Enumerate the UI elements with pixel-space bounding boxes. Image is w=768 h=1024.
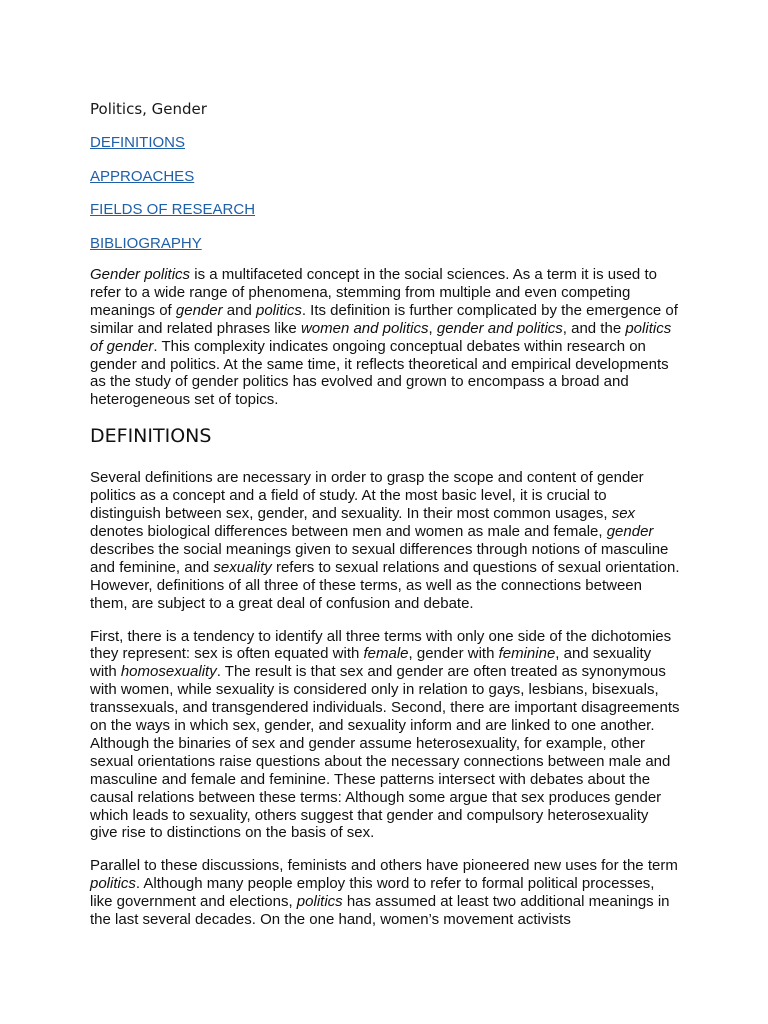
document-title: Politics, Gender: [90, 100, 207, 118]
paragraph-text: . Although many people employ this word to refer to formal political processes, like government and elections,: [90, 875, 655, 911]
section-heading-definitions: DEFINITIONS: [90, 425, 212, 448]
paragraph-text: Parallel to these discussions, feminists and others have pioneered new uses for the term: [90, 857, 678, 875]
paragraph-text: has assumed at least two additional meanings in the last several decades. On the one hand, women’s movement activists: [90, 893, 670, 929]
paragraph-text: Several definitions are necessary in order to grasp the scope and content of gender politics as a concept and a field of study. At the most basic level, it is crucial to distinguish between sex, gender, and sexuality. In their most common usages,: [90, 469, 644, 523]
intro-paragraph: [90, 266, 680, 409]
term-gender: gender: [606, 522, 654, 540]
intro-term-politics: politics: [255, 301, 302, 319]
term-homosexuality: homosexuality: [120, 663, 217, 681]
document-page: [90, 99, 680, 944]
paragraph-text: refers to sexual relations and questions of sexual orientation. However, definitions of all three of these terms, as well as the connections between them, are subject to a great deal of confusion and debate.: [90, 558, 680, 612]
intro-text: is a multifaceted concept in the social sciences. As a term it is used to refer to a wide range of phenomena, stemming from multiple and even competing meanings of: [90, 266, 657, 319]
intro-text: . Its definition is further complicated by the emergence of similar and related phrases like: [90, 301, 678, 337]
paragraph-text: denotes biological differences between men and women as male and female,: [90, 522, 607, 540]
definitions-paragraph-2: [90, 628, 680, 843]
intro-term-women-and-politics: women and politics: [300, 319, 429, 337]
term-politics: politics: [296, 893, 343, 911]
toc-link-definitions[interactable]: DEFINITIONS: [90, 134, 186, 151]
intro-text: , and the: [562, 319, 626, 337]
intro-text: ,: [428, 319, 437, 337]
intro-text: and: [222, 301, 256, 319]
paragraph-text: , gender with: [408, 645, 499, 663]
intro-term-gender-and-politics: gender and politics: [436, 319, 563, 337]
intro-term-politics-of-gender: politics of gender: [90, 319, 672, 355]
term-feminine: feminine: [498, 645, 556, 663]
definitions-paragraph-3: [90, 857, 680, 929]
paragraph-text: First, there is a tendency to identify all three terms with only one side of the dichotomies they represent: sex is often equated with: [90, 627, 672, 663]
definitions-paragraph-1: [90, 469, 680, 612]
paragraph-text: . The result is that sex and gender are often treated as synonymous with women, while sexuality is considered only in relation to gays, lesbians, bisexuals, transsexuals, and transgendered individuals. Second, there are important disagreements on the ways in which sex, gender, and sexuality inform and are linked to one another. Although the binaries of sex and gender assume heterosexuality, for example, other sexual orientations raise questions about the necessary connections between male and masculine and female and feminine. These patterns intersect with debates about the causal relations between these terms: Although some argue that sex produces gender which leads to sexuality, others suggest that gender and compulsory heterosexuality give rise to distinctions on the basis of sex.: [90, 663, 680, 842]
intro-term-gender: gender: [175, 301, 223, 319]
toc-link-approaches[interactable]: APPROACHES: [90, 167, 195, 185]
intro-term-gender-politics: Gender politics: [90, 266, 191, 283]
paragraph-text: , and sexuality with: [90, 645, 652, 681]
term-sexuality: sexuality: [213, 558, 272, 576]
term-politics: politics: [90, 875, 136, 893]
intro-text: . This complexity indicates ongoing conceptual debates within research on gender and politics. At the same time, it reflects theoretical and empirical developments as the study of gender politics has evolved and grown to encompass a broad and heterogeneous set of topics.: [90, 337, 669, 409]
toc-link-bibliography[interactable]: BIBLIOGRAPHY: [90, 234, 202, 252]
toc-link-fields-of-research[interactable]: FIELDS OF RESEARCH: [90, 201, 256, 218]
term-sex: sex: [611, 505, 636, 523]
term-female: female: [363, 645, 409, 663]
paragraph-text: describes the social meanings given to sexual differences through notions of masculine and feminine, and: [90, 540, 669, 576]
